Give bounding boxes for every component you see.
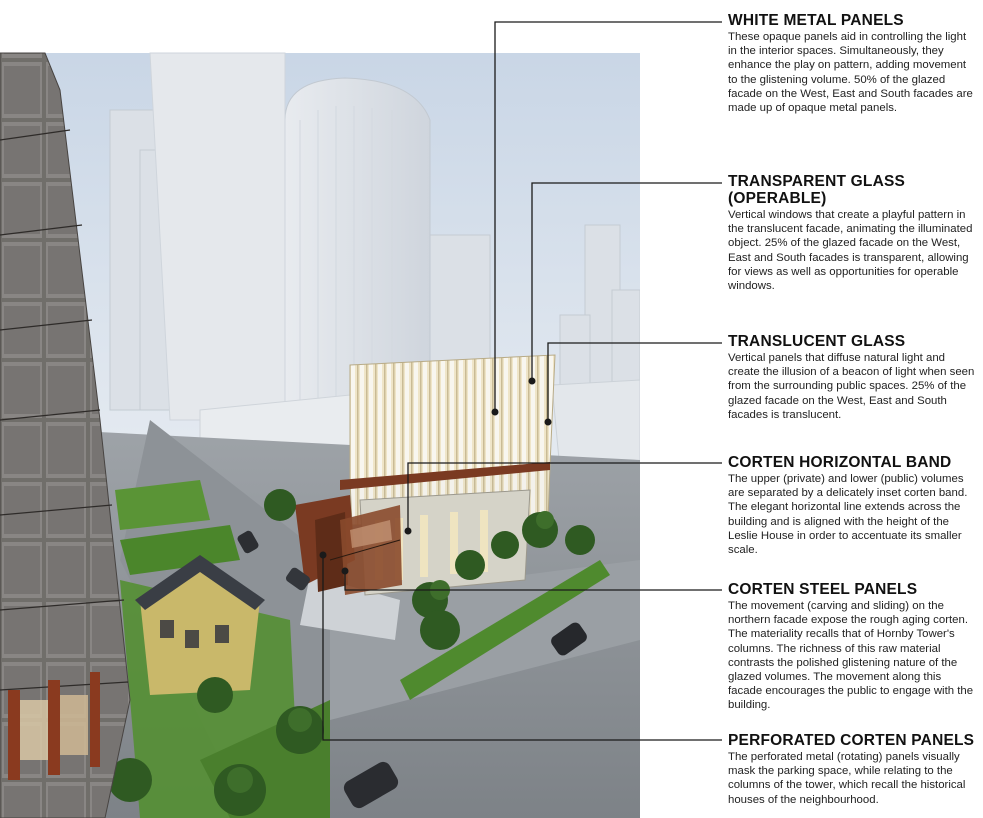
annotation-text: The upper (private) and lower (public) volumes are separated by a delicately inset corten band. The elegant horizontal line extends across the building and is aligned with the height of the Leslie House in order to accentuate its smaller scale. — [728, 473, 968, 557]
annotation-white-metal-panels — [728, 12, 978, 115]
annotation-text: Vertical windows that create a playful pattern in the translucent facade, animating the illuminated object. 25% of the glazed facade on the West, East and South facades is transparent, allowing for views as well as opportunities for operable windows. — [728, 209, 973, 293]
annotation-title: TRANSPARENT GLASS (OPERABLE) — [728, 173, 906, 207]
annotation-title: CORTEN HORIZONTAL BAND — [728, 454, 952, 471]
annotation-translucent-glass — [728, 333, 978, 422]
annotation-text: The movement (carving and sliding) on the northern facade expose the rough aging corten. The materiality recalls that of Hornby Tower's columns. The richness of this raw material contrasts the polished glistening nature of the glazed volumes. The movement along this facade encourages the public to engage with the building. — [728, 600, 974, 712]
annotation-title: PERFORATED CORTEN PANELS — [728, 732, 975, 749]
annotation-title: TRANSLUCENT GLASS — [728, 333, 906, 350]
annotation-corten-steel-panels — [728, 581, 978, 713]
annotation-title: WHITE METAL PANELS — [728, 12, 904, 29]
annotation-perforated-corten-panels — [728, 732, 978, 807]
annotation-transparent-glass — [728, 173, 978, 293]
annotation-title: CORTEN STEEL PANELS — [728, 581, 918, 598]
annotation-corten-horizontal-band — [728, 454, 978, 557]
annotation-text: Vertical panels that diffuse natural light and create the illusion of a beacon of light when seen from the surrounding public spaces. 25% of the glazed facade on the West, East and South facades is translucent. — [728, 352, 975, 421]
annotation-text: The perforated metal (rotating) panels visually mask the parking space, while relating to the columns of the tower, which recall the historical houses of the neighbourhood. — [728, 751, 966, 806]
annotation-text: These opaque panels aid in controlling the light in the interior spaces. Simultaneously, they enhance the play on pattern, adding movement to the glistening volume. 50% of the glazed facade on the West, East and South facades are made up of opaque metal panels. — [728, 31, 973, 115]
